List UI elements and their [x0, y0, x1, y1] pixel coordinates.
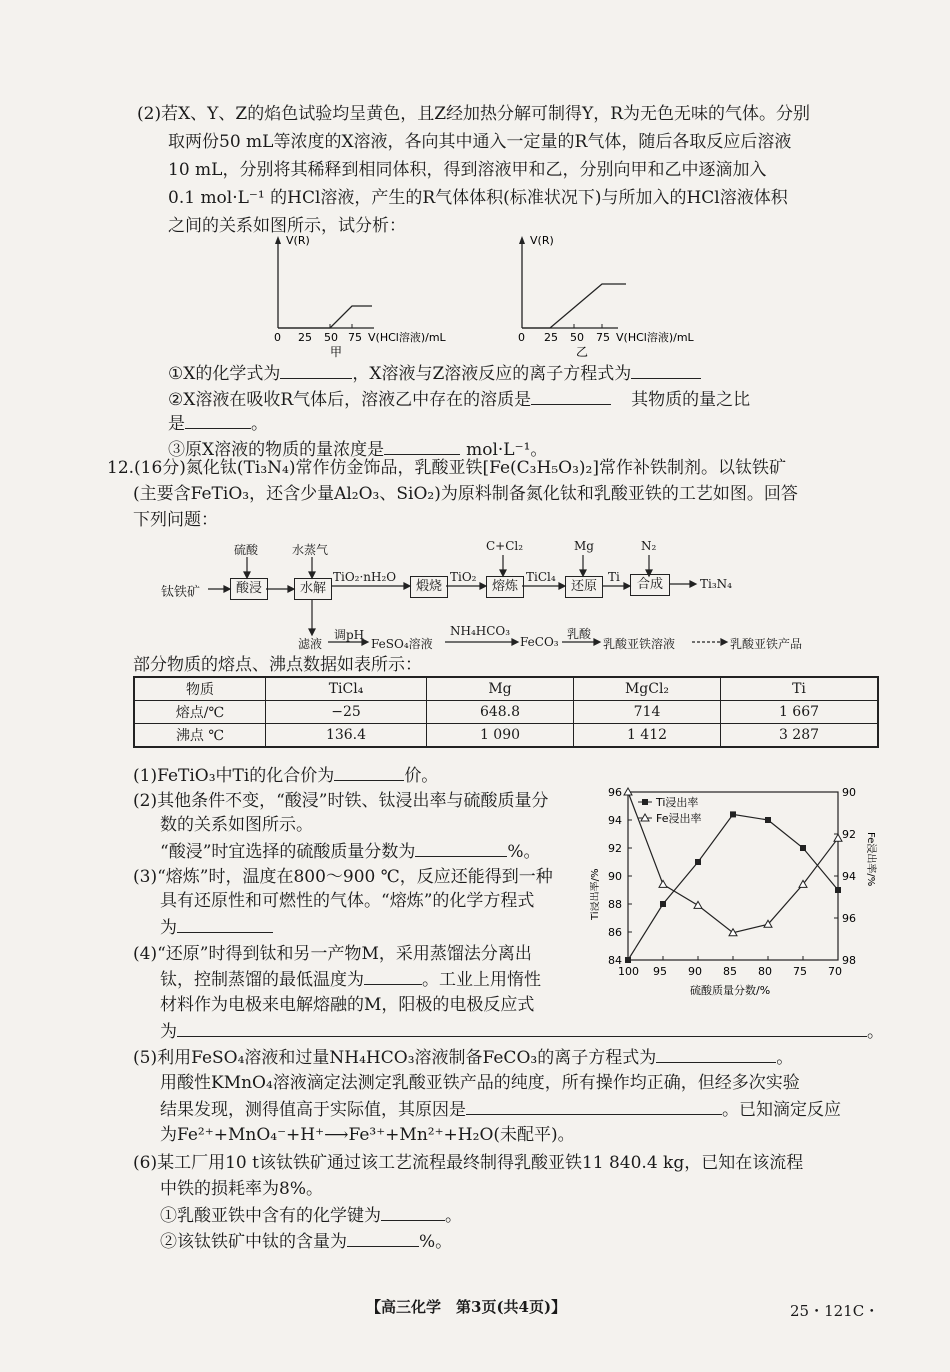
legend-marker-ti — [642, 799, 648, 805]
flow-mid-tio2: TiO₂ — [450, 570, 477, 584]
answer-blank[interactable] — [466, 1098, 722, 1115]
q2-sub-1: ①X的化学式为 ，X溶液与Z溶液反应的离子方程式为 — [168, 362, 701, 385]
fe-data-point — [694, 901, 702, 908]
x-tick-label: 100 — [618, 965, 639, 978]
flow-input-steam: 水蒸气 — [292, 543, 329, 557]
graph-jia-tick-75: 75 — [348, 331, 362, 344]
table-header: 物质 — [134, 677, 266, 701]
q2-line-3: 10 mL，分别将其稀释到相同体积，得到溶液甲和乙，分别向甲和乙中逐滴加入 — [168, 160, 767, 180]
y-left-tick-label: 84 — [608, 954, 622, 967]
answer-blank[interactable] — [364, 968, 422, 985]
q2-line-2: 取两份50 mL等浓度的X溶液，各向其中通入一定量的R气体，随后各取反应后溶液 — [168, 132, 792, 152]
flow-start: 钛铁矿 — [161, 585, 201, 600]
flow-input-mg: Mg — [574, 539, 594, 553]
p5-line-4: 为Fe²⁺+MnO₄⁻+H⁺⟶Fe³⁺+Mn²⁺+H₂O(未配平)。 — [160, 1125, 575, 1145]
x-tick-label: 75 — [793, 965, 807, 978]
legend-label: Fe浸出率 — [656, 812, 702, 825]
p3-line-3: 为 — [160, 916, 273, 939]
q2-line-4: 0.1 mol·L⁻¹ 的HCl溶液，产生的R气体体积(标准状况下)与所加入的HCl溶液体积 — [168, 188, 788, 208]
answer-blank[interactable] — [347, 1230, 419, 1247]
x-axis-label: 硫酸质量分数/% — [690, 984, 771, 997]
flow-mid-ticl4: TiCl₄ — [526, 570, 556, 584]
flow-box-reduce: 还原 — [565, 576, 603, 598]
q2-sub-2: ②X溶液在吸收R气体后，溶液乙中存在的溶质是 其物质的量之比 — [168, 390, 751, 410]
flow-lactate-product: 乳酸亚铁产品 — [730, 637, 803, 651]
q2-line-5: 之间的关系如图所示，试分析： — [168, 216, 406, 236]
leach-rate-chart — [590, 780, 890, 1005]
table-cell: 沸点 ℃ — [134, 724, 266, 748]
answer-blank[interactable] — [334, 764, 404, 781]
flow-adjust-ph: 调pH — [334, 628, 365, 642]
ti-data-point — [835, 887, 841, 893]
table-header: Ti — [721, 677, 879, 701]
flow-box-synthesize: 合成 — [630, 574, 670, 596]
graph-jia-tick-50: 50 — [324, 331, 338, 344]
y-left-tick-label: 90 — [608, 870, 622, 883]
p4-line-1: (4)“还原”时得到钛和另一产物M，采用蒸馏法分离出 — [133, 944, 532, 964]
x-tick-label: 95 — [653, 965, 667, 978]
q2-sub-3: ③原X溶液的物质的量浓度是 mol·L⁻¹。 — [168, 440, 548, 460]
y-left-tick-label: 88 — [608, 898, 622, 911]
q2-sub-2-cont: 是 。 — [168, 414, 268, 434]
ti-data-point — [765, 817, 771, 823]
p4-line-4: 为 。 — [160, 1022, 884, 1042]
table-cell: 648.8 — [427, 701, 574, 724]
graph-jia-caption: 甲 — [330, 345, 343, 359]
x-tick-label: 85 — [723, 965, 737, 978]
flow-mid-ti: Ti — [608, 570, 620, 584]
table-row — [134, 701, 878, 724]
graph-yi-xlabel: V(HCl溶液)/mL — [616, 331, 694, 344]
graph-jia-ylabel: V(R) — [286, 234, 310, 247]
p2-line-3: “酸浸”时宜选择的硫酸质量分数为 %。 — [160, 842, 541, 862]
p2-line-1: (2)其他条件不变，“酸浸”时铁、钛浸出率与硫酸质量分 — [133, 791, 549, 811]
page-footer: 【高三化学 第3页(共4页)】 — [366, 1298, 567, 1316]
flow-end: Ti₃N₄ — [700, 577, 732, 591]
p1: (1)FeTiO₃中Ti的化合价为 价。 — [133, 766, 439, 786]
p6-line-4: ②该钛铁矿中钛的含量为 %。 — [160, 1232, 453, 1252]
x-tick-label: 80 — [758, 965, 772, 978]
p6-line-3: ①乳酸亚铁中含有的化学键为 。 — [160, 1206, 462, 1226]
flow-box-hydrolysis: 水解 — [294, 578, 332, 600]
y-left-axis-label: Ti浸出率/% — [590, 868, 601, 920]
table-cell: 3 287 — [721, 724, 879, 748]
q12-line-2: (主要含FeTiO₃，还含少量Al₂O₃、SiO₂)为原料制备氮化钛和乳酸亚铁的工艺如图。回答 — [133, 484, 798, 504]
y-right-axis-label: Fe浸出率/% — [865, 832, 876, 887]
flow-input-acid: 硫酸 — [234, 543, 259, 557]
y-right-tick-label: 94 — [842, 870, 856, 883]
y-right-tick-label: 90 — [842, 786, 856, 799]
answer-blank[interactable] — [656, 1046, 776, 1063]
flow-feco3: FeCO₃ — [520, 635, 559, 649]
flow-nh4hco3: NH₄HCO₃ — [450, 624, 511, 638]
y-right-tick-label: 96 — [842, 912, 856, 925]
x-tick-label: 70 — [828, 965, 842, 978]
graph-yi-tick-75: 75 — [596, 331, 610, 344]
p2-line-2: 数的关系如图所示。 — [160, 815, 313, 835]
flow-box-smelt: 熔炼 — [486, 576, 524, 598]
graph-jia-xlabel: V(HCl溶液)/mL — [368, 331, 446, 344]
y-left-tick-label: 94 — [608, 814, 622, 827]
flow-filtrate: 滤液 — [298, 637, 323, 651]
table-cell: 1 412 — [574, 724, 721, 748]
flow-input-n2: N₂ — [641, 539, 657, 553]
answer-blank[interactable] — [177, 916, 273, 933]
flow-box-calcine: 煅烧 — [410, 576, 448, 598]
table-cell: 714 — [574, 701, 721, 724]
legend-label: Ti浸出率 — [656, 796, 699, 809]
p3-line-2: 具有还原性和可燃性的气体。“熔炼”的化学方程式 — [160, 891, 535, 911]
q12-line-3: 下列问题： — [133, 510, 218, 530]
answer-blank[interactable] — [381, 1204, 445, 1221]
answer-blank[interactable] — [177, 1020, 867, 1037]
x-tick-label: 90 — [688, 965, 702, 978]
p5-line-2: 用酸性KMnO₄溶液滴定法测定乳酸亚铁产品的纯度，所有操作均正确，但经多次实验 — [160, 1073, 800, 1093]
table-header: Mg — [427, 677, 574, 701]
p4-line-3: 材料作为电极来电解熔融的M，阳极的电极反应式 — [160, 995, 535, 1015]
ti-data-point — [730, 811, 736, 817]
flow-lactate-solution: 乳酸亚铁溶液 — [603, 637, 676, 651]
graph-yi-tick-50: 50 — [570, 331, 584, 344]
p4-line-2: 钛，控制蒸馏的最低温度为 。工业上用惰性 — [160, 970, 541, 990]
p6-line-2: 中铁的损耗率为8%。 — [160, 1179, 323, 1199]
y-left-tick-label: 92 — [608, 842, 622, 855]
table-cell: −25 — [266, 701, 427, 724]
p5-line-1: (5)利用FeSO₄溶液和过量NH₄HCO₃溶液制备FeCO₃的离子方程式为 。 — [133, 1048, 794, 1068]
y-left-tick-label: 86 — [608, 926, 622, 939]
ti-data-point — [695, 859, 701, 865]
flow-box-acid-leach: 酸浸 — [230, 578, 268, 600]
table-row — [134, 724, 878, 748]
y-right-tick-label: 98 — [842, 954, 856, 967]
fe-data-point — [659, 880, 667, 887]
y-left-tick-label: 96 — [608, 786, 622, 799]
flow-lactic-acid: 乳酸 — [567, 627, 592, 641]
flow-feso4: FeSO₄溶液 — [371, 637, 433, 651]
y-right-tick-label: 92 — [842, 828, 856, 841]
graph-yi-tick-25: 25 — [544, 331, 558, 344]
graph-yi-ylabel: V(R) — [530, 234, 554, 247]
q2-line-1: (2)若X、Y、Z的焰色试验均呈黄色，且Z经加热分解可制得Y，R为无色无味的气体。分别 — [137, 104, 811, 124]
graph-jia-tick-0: 0 — [274, 331, 281, 344]
table-header: TiCl₄ — [266, 677, 427, 701]
graph-jia-tick-25: 25 — [298, 331, 312, 344]
flow-input-c-cl2: C+Cl₂ — [486, 539, 524, 553]
answer-blank[interactable] — [415, 840, 507, 857]
ti-data-point — [625, 957, 631, 963]
table-intro: 部分物质的熔点、沸点数据如表所示： — [133, 655, 422, 675]
table-header-row — [134, 677, 878, 701]
page-code: 25・121C・ — [790, 1302, 880, 1320]
table-cell: 1 667 — [721, 701, 879, 724]
table-cell: 熔点/℃ — [134, 701, 266, 724]
table-cell: 136.4 — [266, 724, 427, 748]
ti-data-point — [660, 901, 666, 907]
p6-line-1: (6)某工厂用10 t该钛铁矿通过该工艺流程最终制得乳酸亚铁11 840.4 kg，已知在该流程 — [133, 1153, 804, 1173]
flow-arrows — [0, 0, 950, 660]
graph-yi-tick-0: 0 — [518, 331, 525, 344]
table-cell: 1 090 — [427, 724, 574, 748]
flow-mid-tio2-nh2o: TiO₂·nH₂O — [333, 570, 397, 584]
p5-line-3: 结果发现，测得值高于实际值，其原因是 。已知滴定反应 — [160, 1100, 841, 1120]
ti-data-point — [800, 845, 806, 851]
mp-bp-table — [133, 676, 879, 748]
graph-yi-caption: 乙 — [576, 345, 589, 359]
table-header: MgCl₂ — [574, 677, 721, 701]
q12-line-1: 12.(16分)氮化钛(Ti₃N₄)常作仿金饰品，乳酸亚铁[Fe(C₃H₅O₃)₂]常作补铁制剂。以钛铁矿 — [107, 458, 786, 478]
p3-line-1: (3)“熔炼”时，温度在800～900 ℃，反应还能得到一种 — [133, 867, 553, 887]
fe-data-point — [834, 834, 842, 841]
